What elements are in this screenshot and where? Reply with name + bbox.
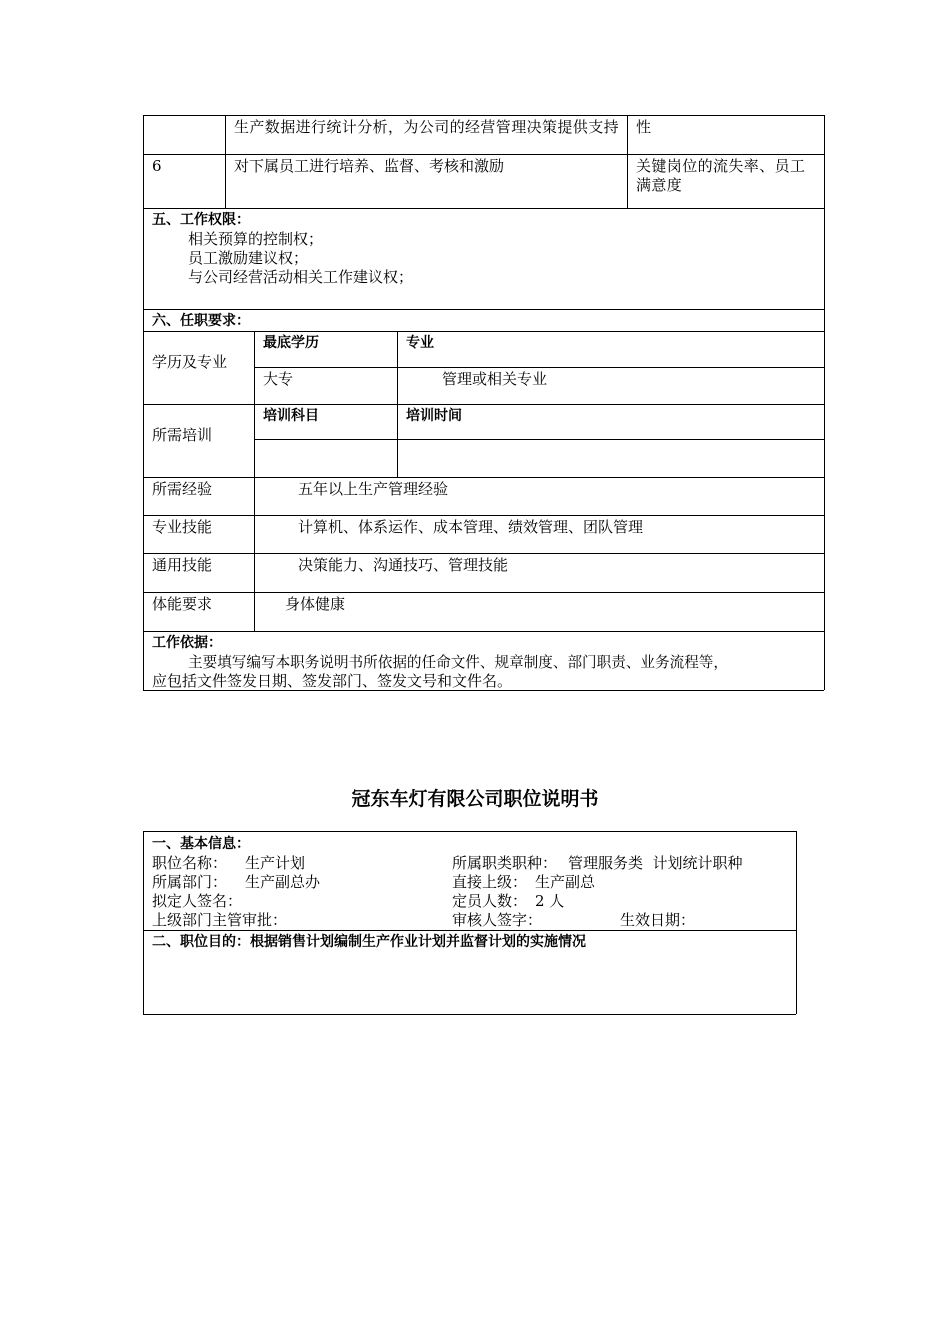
general-skills-value: 决策能力、沟通技巧、管理技能: [298, 556, 509, 574]
approver-label: 上级部门主管审批：: [152, 911, 288, 929]
duty-row-text: 对下属员工进行培养、监督、考核和激励: [234, 157, 505, 175]
training-subject-header: 培训科目: [263, 408, 319, 424]
authority-item: 员工激励建议权；: [188, 249, 309, 267]
job-category-value: 管理服务类 计划统计职种: [568, 854, 743, 872]
general-skills-label: 通用技能: [152, 556, 213, 574]
physical-value: 身体健康: [285, 595, 346, 613]
department-label: 所属部门：: [152, 873, 228, 891]
headcount-label: 定员人数：: [452, 892, 528, 910]
effective-date-label: 生效日期：: [620, 911, 696, 929]
basis-text-line2: 应包括文件签发日期、签发部门、签发文号和文件名。: [152, 672, 513, 690]
education-degree-header: 最底学历: [263, 335, 319, 351]
drafter-signature-label: 拟定人签名：: [152, 892, 243, 910]
requirements-heading: 六、任职要求：: [152, 313, 250, 329]
basis-heading: 工作依据：: [152, 635, 222, 651]
department-value: 生产副总办: [245, 873, 321, 891]
position-name-label: 职位名称：: [152, 854, 228, 872]
duty-row-num: 6: [152, 157, 162, 175]
position-name-value: 生产计划: [245, 854, 306, 872]
headcount-value: 2 人: [535, 892, 565, 910]
skills-label: 专业技能: [152, 518, 213, 536]
authority-heading: 五、工作权限：: [152, 212, 250, 228]
education-label: 学历及专业: [152, 353, 228, 371]
duty-row-kpi: 关键岗位的流失率、员工满意度: [636, 157, 806, 194]
training-label: 所需培训: [152, 426, 213, 444]
duty-row-kpi: 性: [636, 118, 652, 136]
basic-info-heading: 一、基本信息：: [152, 836, 250, 852]
superior-value: 生产副总: [535, 873, 596, 891]
experience-value: 五年以上生产管理经验: [298, 480, 449, 498]
duty-row-text: 生产数据进行统计分析，为公司的经营管理决策提供支持: [234, 118, 620, 136]
education-degree-value: 大专: [263, 370, 294, 388]
reviewer-signature-label: 审核人签字：: [452, 911, 543, 929]
skills-value: 计算机、体系运作、成本管理、绩效管理、团队管理: [298, 518, 644, 536]
training-time-header: 培训时间: [406, 408, 462, 424]
education-major-value: 管理或相关专业: [442, 370, 548, 388]
superior-label: 直接上级：: [452, 873, 528, 891]
authority-item: 与公司经营活动相关工作建议权；: [188, 268, 414, 286]
position-purpose: 二、职位目的：根据销售计划编制生产作业计划并监督计划的实施情况: [152, 934, 586, 950]
document-title: 冠东车灯有限公司职位说明书: [351, 788, 599, 810]
job-category-label: 所属职类职种：: [452, 854, 558, 872]
education-major-header: 专业: [406, 335, 434, 351]
physical-label: 体能要求: [152, 595, 213, 613]
experience-label: 所需经验: [152, 480, 213, 498]
authority-item: 相关预算的控制权；: [188, 230, 324, 248]
basis-text-line1: 主要填写编写本职务说明书所依据的任命文件、规章制度、部门职责、业务流程等，: [188, 654, 728, 671]
